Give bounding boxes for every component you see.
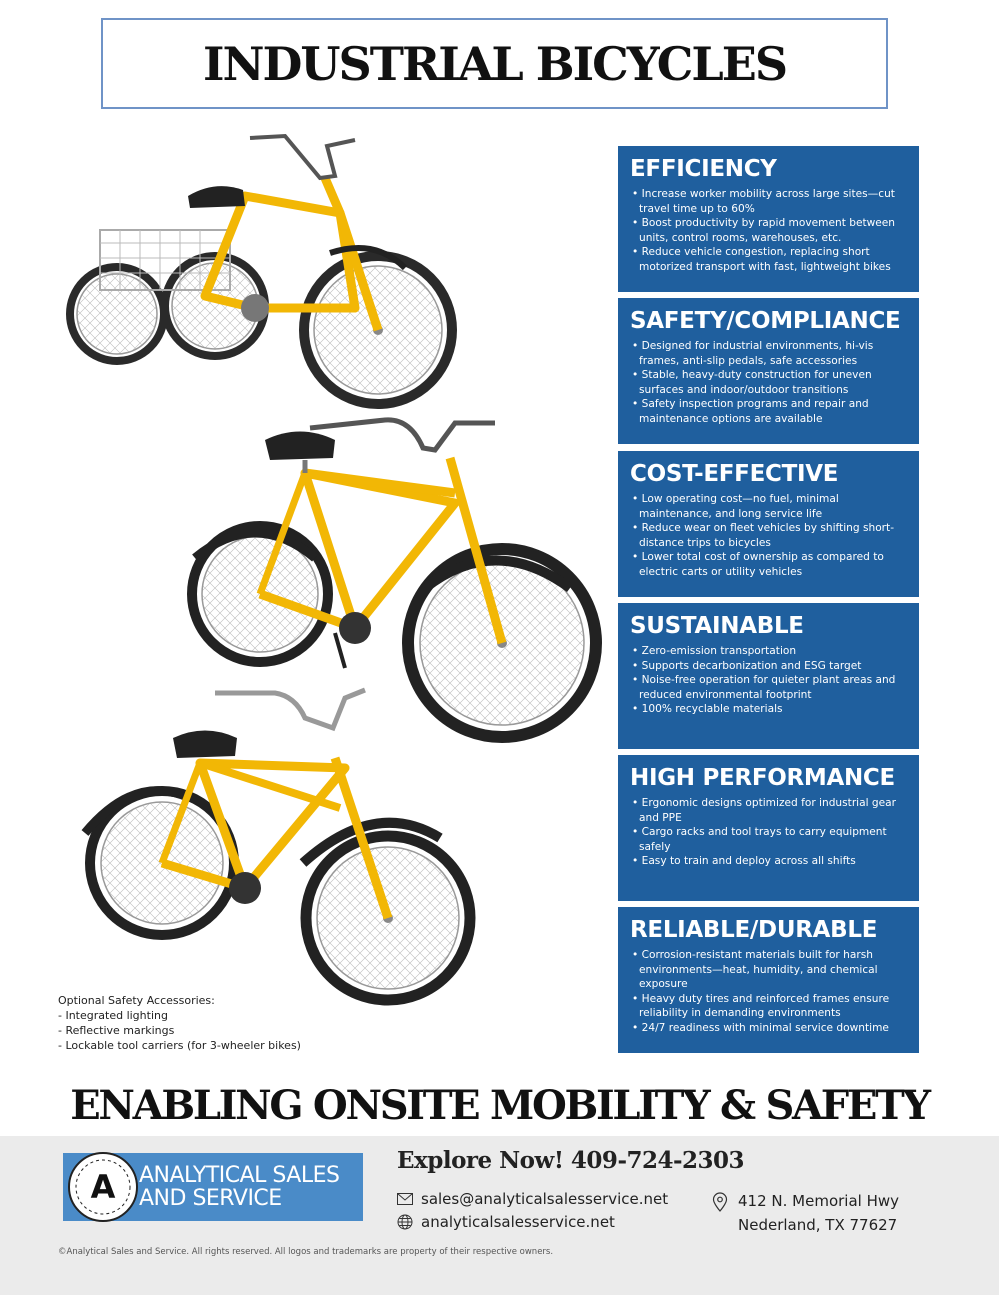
website-link[interactable]: analyticalsalesservice.net	[421, 1213, 615, 1231]
panel-high-performance	[618, 755, 919, 901]
company-logo[interactable]	[63, 1153, 363, 1221]
panel-bullet: • Lower total cost of ownership as compared to electric carts or utility vehicles	[630, 550, 907, 579]
panel-sustainable	[618, 603, 919, 749]
globe-icon	[397, 1214, 413, 1230]
panel-bullet: • Supports decarbonization and ESG target	[630, 659, 907, 674]
address-block	[712, 1189, 899, 1237]
email-contact[interactable]	[397, 1190, 668, 1208]
panel-bullet: • Ergonomic designs optimized for industrial gear and PPE	[630, 796, 907, 825]
slogan: ENABLING ONSITE MOBILITY & SAFETY	[70, 1082, 929, 1129]
email-link[interactable]: sales@analyticalsalesservice.net	[421, 1190, 669, 1208]
address-line-1: 412 N. Memorial Hwy	[738, 1192, 900, 1210]
panel-bullet: • Increase worker mobility across large sites—cut travel time up to 60%	[630, 187, 907, 216]
panel-cost-effective	[618, 451, 919, 597]
logo-line-1: ANALYTICAL SALES	[139, 1163, 340, 1188]
panel-efficiency	[618, 146, 919, 292]
panel-safety-compliance	[618, 298, 919, 444]
page-title: INDUSTRIAL BICYCLES	[202, 36, 787, 91]
website-contact[interactable]	[397, 1213, 615, 1231]
panel-title: HIGH PERFORMANCE	[630, 765, 895, 791]
accessory-item: - Lockable tool carriers (for 3-wheeler bikes)	[58, 1039, 301, 1052]
map-pin-icon	[712, 1192, 728, 1212]
accessory-item: - Integrated lighting	[58, 1009, 168, 1022]
envelope-icon	[397, 1193, 413, 1205]
accessories-heading: Optional Safety Accessories:	[58, 994, 215, 1007]
panel-title: SAFETY/COMPLIANCE	[630, 308, 901, 334]
mens-bicycle-image	[192, 420, 596, 737]
explore-phone[interactable]: Explore Now! 409-724-2303	[397, 1147, 745, 1174]
footer	[0, 1136, 999, 1295]
address-line-2: Nederland, TX 77627	[738, 1216, 898, 1234]
panel-bullet: • 100% recyclable materials	[630, 702, 907, 717]
panel-title: RELIABLE/DURABLE	[630, 917, 878, 943]
optional-accessories	[58, 993, 301, 1053]
panel-bullet: • Safety inspection programs and repair and maintenance options are available	[630, 397, 907, 426]
panel-bullet: • Reduce wear on fleet vehicles by shifting short-distance trips to bicycles	[630, 521, 907, 550]
copyright-notice: ©Analytical Sales and Service. All rights reserved. All logos and trademarks are property of their respective owners.	[58, 1247, 554, 1257]
panel-bullet: • Zero-emission transportation	[630, 644, 907, 659]
panel-bullet: • Reduce vehicle congestion, replacing short motorized transport with fast, lightweight bikes	[630, 245, 907, 274]
logo-seal-icon	[66, 1150, 140, 1224]
panel-title: SUSTAINABLE	[630, 613, 804, 639]
panel-bullet: • Low operating cost—no fuel, minimal maintenance, and long service life	[630, 492, 907, 521]
bicycle-illustrations	[55, 118, 615, 1018]
panel-bullet: • Easy to train and deploy across all shifts	[630, 854, 907, 869]
panel-bullet: • Cargo racks and tool trays to carry equipment safely	[630, 825, 907, 854]
panel-title: EFFICIENCY	[630, 156, 777, 182]
panel-bullet: • Stable, heavy-duty construction for uneven surfaces and indoor/outdoor transitions	[630, 368, 907, 397]
panel-bullet: • Designed for industrial environments, hi-vis frames, anti-slip pedals, safe accessories	[630, 339, 907, 368]
logo-letter: A	[90, 1168, 116, 1206]
panel-bullet: • Noise-free operation for quieter plant areas and reduced environmental footprint	[630, 673, 907, 702]
panel-bullet: • 24/7 readiness with minimal service downtime	[630, 1021, 907, 1036]
logo-line-2: AND SERVICE	[139, 1186, 282, 1211]
panel-bullet: • Heavy duty tires and reinforced frames ensure reliability in demanding environments	[630, 992, 907, 1021]
panel-bullet: • Boost productivity by rapid movement between units, control rooms, warehouses, etc.	[630, 216, 907, 245]
womens-bicycle-image	[85, 690, 470, 1000]
panel-bullet: • Corrosion-resistant materials built for harsh environments—heat, humidity, and chemical exposure	[630, 948, 907, 992]
accessory-item: - Reflective markings	[58, 1024, 175, 1037]
tricycle-image	[70, 136, 452, 404]
panel-reliable-durable	[618, 907, 919, 1053]
logo-text	[139, 1164, 339, 1210]
title-box	[101, 18, 888, 109]
panel-title: COST-EFFECTIVE	[630, 461, 839, 487]
